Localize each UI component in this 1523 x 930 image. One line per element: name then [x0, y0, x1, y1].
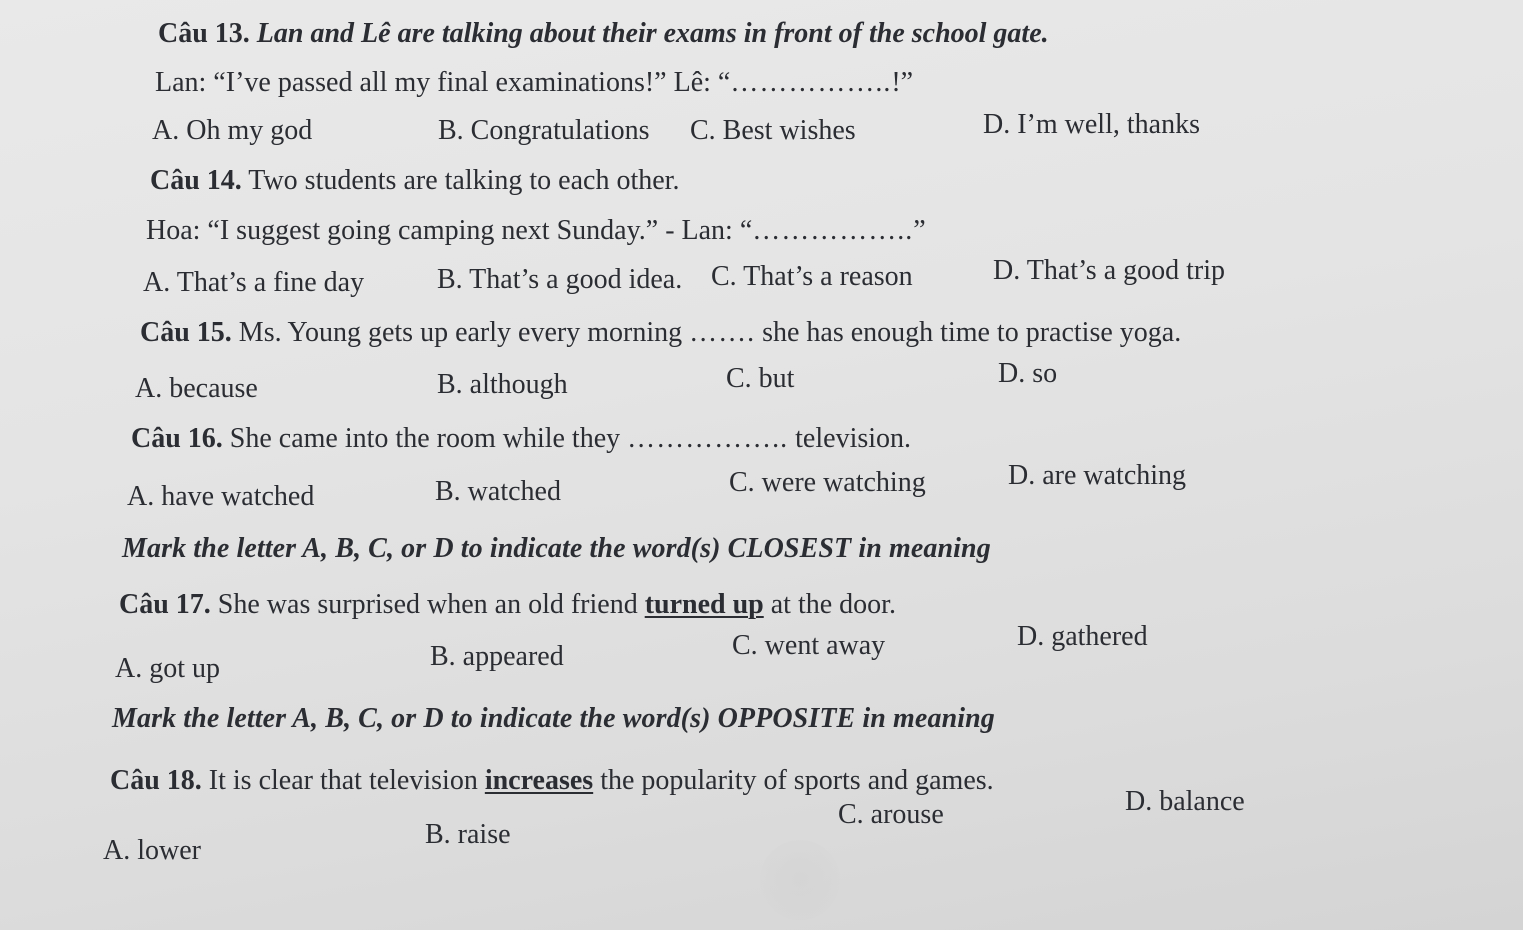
- q18-label: Câu 18.: [110, 765, 202, 796]
- instruction-opposite: Mark the letter A, B, C, or D to indicate the word(s) OPPOSITE in meaning: [112, 703, 995, 734]
- q13-dialogue: [155, 66, 913, 100]
- q13-option-c[interactable]: C. Best wishes: [690, 115, 856, 146]
- q18-option-b[interactable]: B. raise: [425, 819, 511, 850]
- q14-label: Câu 14.: [150, 165, 242, 196]
- q13-dialogue-end: !”: [891, 67, 914, 98]
- q13-label: Câu 13.: [158, 18, 250, 49]
- q15-label: Câu 15.: [140, 317, 232, 348]
- q16-stem-b: television.: [795, 423, 912, 454]
- q13-option-a[interactable]: A. Oh my god: [152, 115, 313, 146]
- q16-label: Câu 16.: [131, 423, 223, 454]
- q18-stem-a: It is clear that television: [208, 765, 478, 796]
- q13-dialogue-text: Lan: “I’ve passed all my final examinations!” Lê: “: [155, 67, 731, 98]
- q15-option-c[interactable]: C. but: [726, 363, 795, 394]
- q18-option-a[interactable]: A. lower: [103, 835, 201, 866]
- q14-heading: [150, 164, 679, 198]
- q16-option-c[interactable]: C. were watching: [729, 467, 926, 498]
- paper-smudge: [760, 840, 840, 920]
- q14-option-c[interactable]: C. That’s a reason: [711, 261, 913, 292]
- q17-option-c[interactable]: C. went away: [732, 630, 886, 661]
- q15-option-a[interactable]: A. because: [135, 373, 258, 404]
- q15-option-d[interactable]: D. so: [998, 358, 1058, 389]
- q17-stem-a: She was surprised when an old friend: [217, 589, 638, 620]
- q18-underlined: increases: [484, 765, 594, 796]
- q17-label: Câu 17.: [119, 589, 211, 620]
- q16-option-d[interactable]: D. are watching: [1008, 460, 1187, 491]
- q14-option-a[interactable]: A. That’s a fine day: [143, 267, 365, 298]
- q17-option-d[interactable]: D. gathered: [1017, 621, 1148, 652]
- q15-option-b[interactable]: B. although: [437, 369, 568, 400]
- q17-option-b[interactable]: B. appeared: [430, 641, 564, 672]
- q14-dialogue-end: ”: [913, 215, 926, 246]
- q16-blank: ……………..: [627, 423, 789, 454]
- instruction-closest: Mark the letter A, B, C, or D to indicate the word(s) CLOSEST in meaning: [122, 533, 991, 564]
- q17-underlined: turned up: [644, 589, 764, 620]
- q13-stem: Lan and Lê are talking about their exams in front of the school gate.: [256, 18, 1049, 49]
- q18-heading: [110, 764, 994, 798]
- q14-dialogue: [146, 214, 926, 248]
- q14-option-b[interactable]: B. That’s a good idea.: [437, 264, 683, 295]
- q14-stem: Two students are talking to each other.: [248, 165, 680, 196]
- q16-stem-a: She came into the room while they: [229, 423, 621, 454]
- q17-stem-b: at the door.: [770, 589, 896, 620]
- q14-option-d[interactable]: D. That’s a good trip: [993, 255, 1226, 286]
- q15-blank: …….: [689, 317, 756, 348]
- q17-option-a[interactable]: A. got up: [115, 653, 220, 684]
- q13-blank: ……………..: [730, 67, 892, 98]
- q18-option-d[interactable]: D. balance: [1125, 786, 1245, 817]
- q17-heading: [119, 588, 896, 622]
- q16-option-a[interactable]: A. have watched: [127, 481, 315, 512]
- q18-stem-b: the popularity of sports and games.: [600, 765, 994, 796]
- q13-heading: [158, 17, 1049, 51]
- q15-stem-a: Ms. Young gets up early every morning: [238, 317, 683, 348]
- q14-blank: ……………..: [752, 215, 914, 246]
- q15-stem-b: she has enough time to practise yoga.: [762, 317, 1182, 348]
- q14-dialogue-text: Hoa: “I suggest going camping next Sunday.” - Lan: “: [146, 215, 753, 246]
- q16-option-b[interactable]: B. watched: [435, 476, 561, 507]
- q16-heading: [131, 422, 911, 456]
- q13-option-b[interactable]: B. Congratulations: [438, 115, 650, 146]
- q15-heading: [140, 316, 1181, 350]
- q13-option-d[interactable]: D. I’m well, thanks: [983, 109, 1200, 140]
- q18-option-c[interactable]: C. arouse: [838, 799, 944, 830]
